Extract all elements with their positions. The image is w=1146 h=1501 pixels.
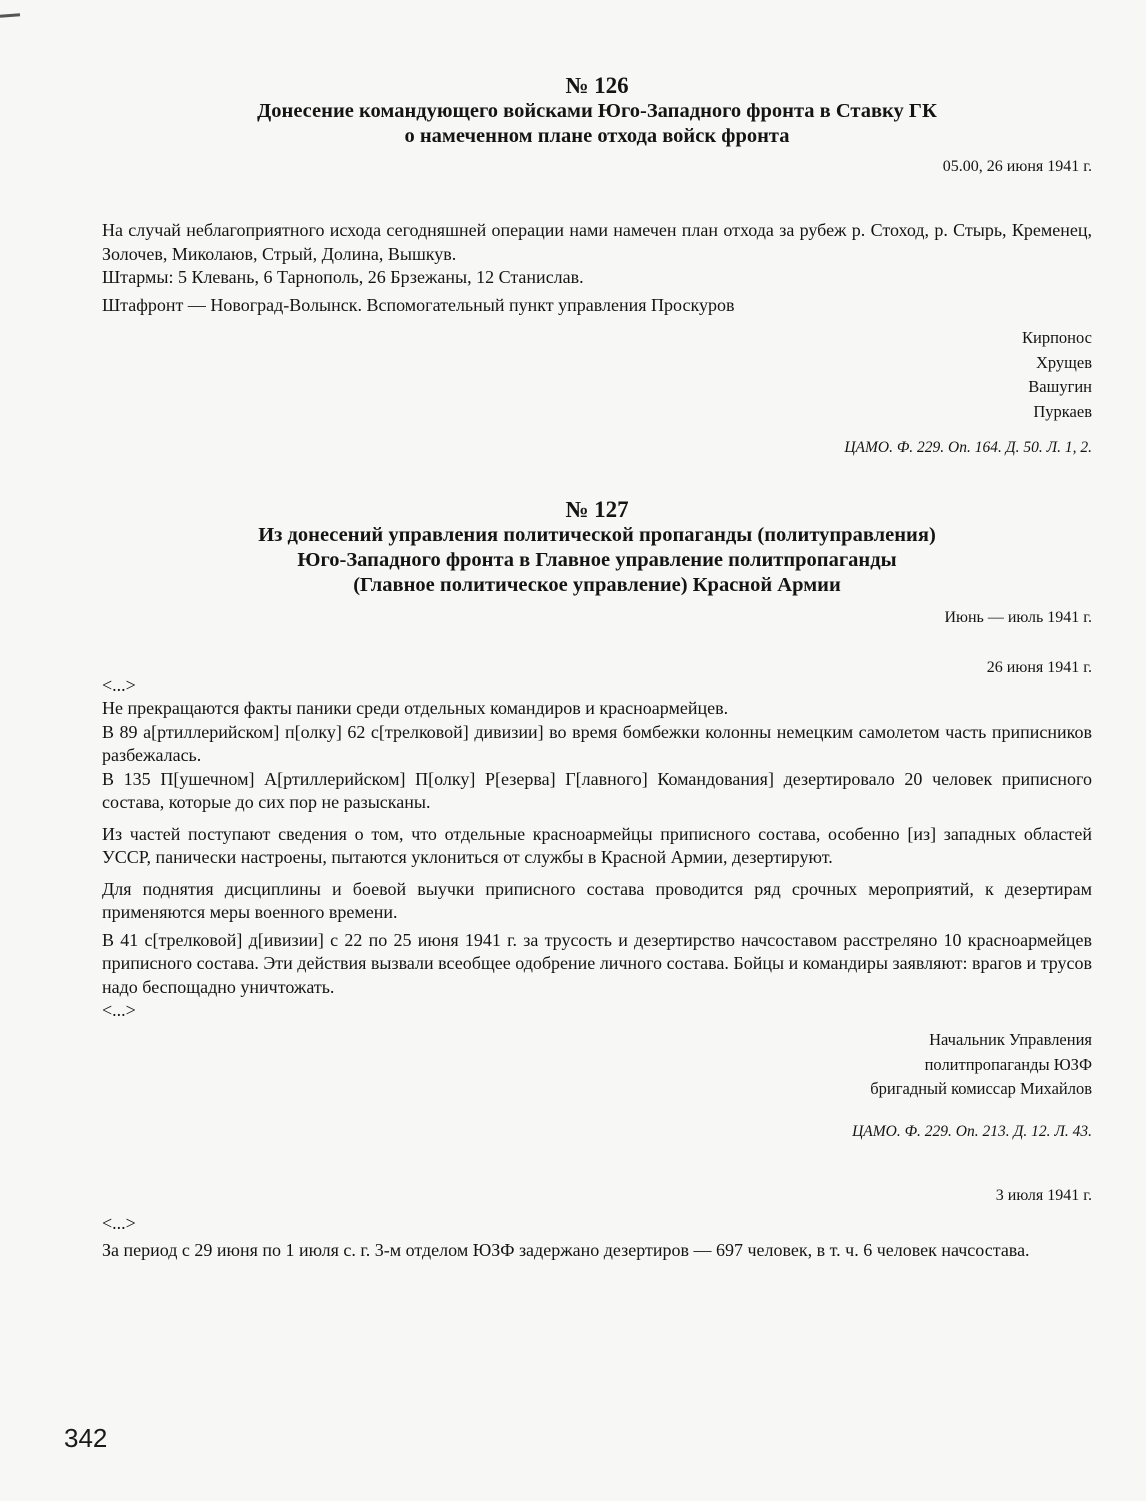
doc-126-paragraph: Штармы: 5 Клевань, 6 Тарнополь, 26 Брзежаны, 12 Станислав. <box>102 267 584 287</box>
doc-127-paragraph-last: За период с 29 июня по 1 июля с. г. 3-м отделом ЮЗФ задержано дезертиров — 697 человек, в т. ч. 6 человек начсостава. <box>102 1239 1030 1260</box>
doc-127-signature-line: бригадный комиссар Михайлов <box>870 1079 1092 1098</box>
doc-126-signatory: Вашугин <box>1028 377 1092 396</box>
doc-127-number: № 127 <box>565 497 629 522</box>
doc-126-paragraph: Штафронт — Новоград-Волынск. Вспомогательный пункт управления Проскуров <box>102 294 735 315</box>
doc-127-title-line-3: (Главное политическое управление) Красной Армии <box>353 574 841 596</box>
doc-127-period: Июнь — июль 1941 г. <box>944 609 1092 626</box>
doc-127-paragraph: Из частей поступают сведения о том, что отдельные красноармейцы приписного состава, особенно [из] западных областей УССР, панически настроены, пытаются уклониться от службы в Красной Армии, дезертируют. <box>102 823 1092 867</box>
doc-127-ellipsis: <...> <box>102 1212 136 1233</box>
document-page <box>102 72 1092 1262</box>
doc-127-paragraph: В 135 П[ушечном] А[ртиллерийском] П[олку] Р[езерва] Г[лавного] Командования] дезертировало 20 человек приписного состава, которые до сих пор не разысканы. <box>102 768 1092 812</box>
doc-126-signatory: Кирпонос <box>1022 328 1092 347</box>
doc-127-paragraph: В 89 а[ртиллерийском] п[олку] 62 с[трелковой] дивизии] во время бомбежки колонны немецким самолетом часть приписников разбежалась. <box>102 721 1092 765</box>
doc-127-paragraph: Для поднятия дисциплины и боевой выучки приписного состава проводится ряд срочных мероприятий, к дезертирам применяются меры военного времени. <box>102 878 1092 922</box>
doc-127-date-1: 26 июня 1941 г. <box>986 659 1092 676</box>
doc-127-source: ЦАМО. Ф. 229. Оп. 213. Д. 12. Л. 43. <box>852 1122 1092 1140</box>
doc-127-title-line-2: Юго-Западного фронта в Главное управление политпропаганды <box>297 549 897 571</box>
doc-126-number: № 126 <box>565 73 629 98</box>
doc-126-title-line-2: о намеченном плане отхода войск фронта <box>404 125 790 147</box>
doc-127-date-2: 3 июля 1941 г. <box>995 1186 1092 1204</box>
doc-126-paragraph: На случай неблагоприятного исхода сегодняшней операции нами намечен план отхода за рубеж р. Стоход, р. Стырь, Кременец, Золочев, Миколаюв, Стрый, Долина, Вышкув. <box>102 220 1092 264</box>
doc-126-signatory: Хрущев <box>1035 352 1092 372</box>
doc-127-signature-line: политпропаганды ЮЗФ <box>924 1054 1092 1074</box>
doc-127-paragraph: Не прекращаются факты паники среди отдельных командиров и красноармейцев. <box>102 698 729 718</box>
doc-127-ellipsis: <...> <box>102 675 136 695</box>
doc-126-signatory: Пуркаев <box>1033 401 1092 421</box>
doc-127-paragraph: В 41 с[трелковой] д[ивизии] с 22 по 25 июня 1941 г. за трусость и дезертирство начсоставом расстреляно 10 красноармейцев приписного состава. Эти действия вызвали всеобщее одобрение личного состава. Бойцы и командиры заявляют: врагов и трусов надо беспощадно уничтожать. <box>102 929 1092 997</box>
scan-edge-mark <box>0 13 20 17</box>
doc-126-title-line-1: Донесение командующего войсками Юго-Западного фронта в Ставку ГК <box>257 100 937 122</box>
doc-126-source: ЦАМО. Ф. 229. Оп. 164. Д. 50. Л. 1, 2. <box>844 439 1092 456</box>
doc-126-date: 05.00, 26 июня 1941 г. <box>942 158 1092 175</box>
doc-127-signature-line: Начальник Управления <box>929 1030 1092 1049</box>
doc-127-ellipsis: <...> <box>102 1000 136 1020</box>
doc-127-title-line-1: Из донесений управления политической пропаганды (политуправления) <box>258 524 936 546</box>
page-number: 342 <box>64 1423 108 1453</box>
